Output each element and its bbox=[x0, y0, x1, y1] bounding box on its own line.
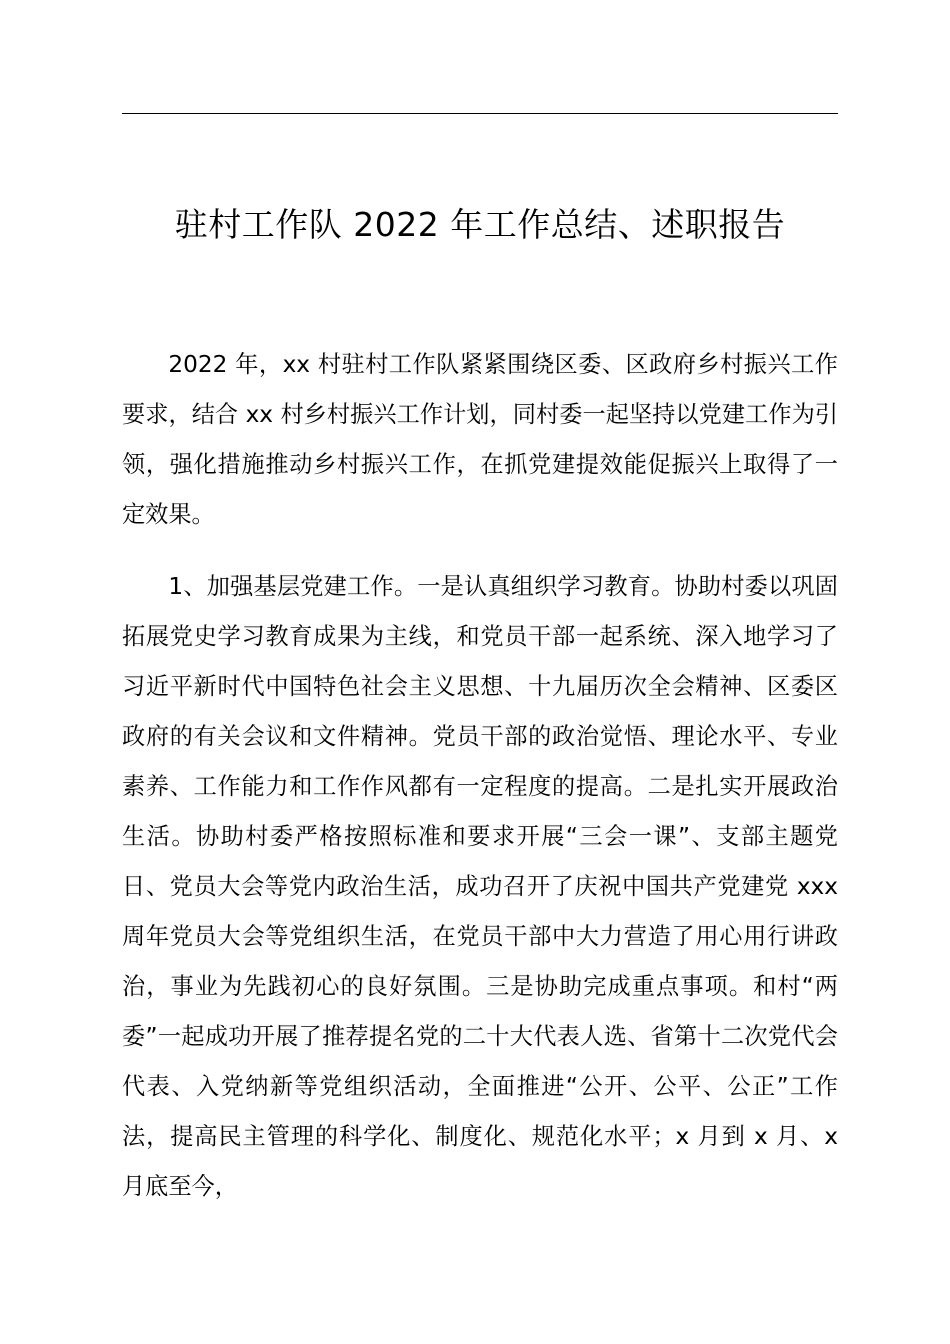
document-body bbox=[122, 340, 838, 1212]
document-title: 驻村工作队 2022 年工作总结、述职报告 bbox=[174, 205, 786, 244]
section-1-paragraph: 1、加强基层党建工作。一是认真组织学习教育。协助村委以巩固拓展党史学习教育成果为主线，和党员干部一起系统、深入地学习了习近平新时代中国特色社会主义思想、十九届历次全会精神、区委区政府的有关会议和文件精神。党员干部的政治觉悟、理论水平、专业素养、工作能力和工作作风都有一定程度的提高。二是扎实开展政治生活。协助村委严格按照标准和要求开展“三会一课”、支部主题党日、党员大会等党内政治生活，成功召开了庆祝中国共产党建党 xxx 周年党员大会等党组织生活，在党员干部中大力营造了用心用行讲政治，事业为先践初心的良好氛围。三是协助完成重点事项。和村“两委”一起成功开展了推荐提名党的二十大代表人选、省第十二次党代会代表、入党纳新等党组织活动，全面推进“公开、公平、公正”工作法，提高民主管理的科学化、制度化、规范化水平；x 月到 x 月、x 月底至今， bbox=[122, 573, 838, 1200]
intro-paragraph: 2022 年，xx 村驻村工作队紧紧围绕区委、区政府乡村振兴工作要求，结合 xx 村乡村振兴工作计划，同村委一起坚持以党建工作为引领，强化措施推动乡村振兴工作，在抓党建提效能促振兴上取得了一定效果。 bbox=[122, 351, 838, 528]
header-divider bbox=[122, 113, 838, 114]
